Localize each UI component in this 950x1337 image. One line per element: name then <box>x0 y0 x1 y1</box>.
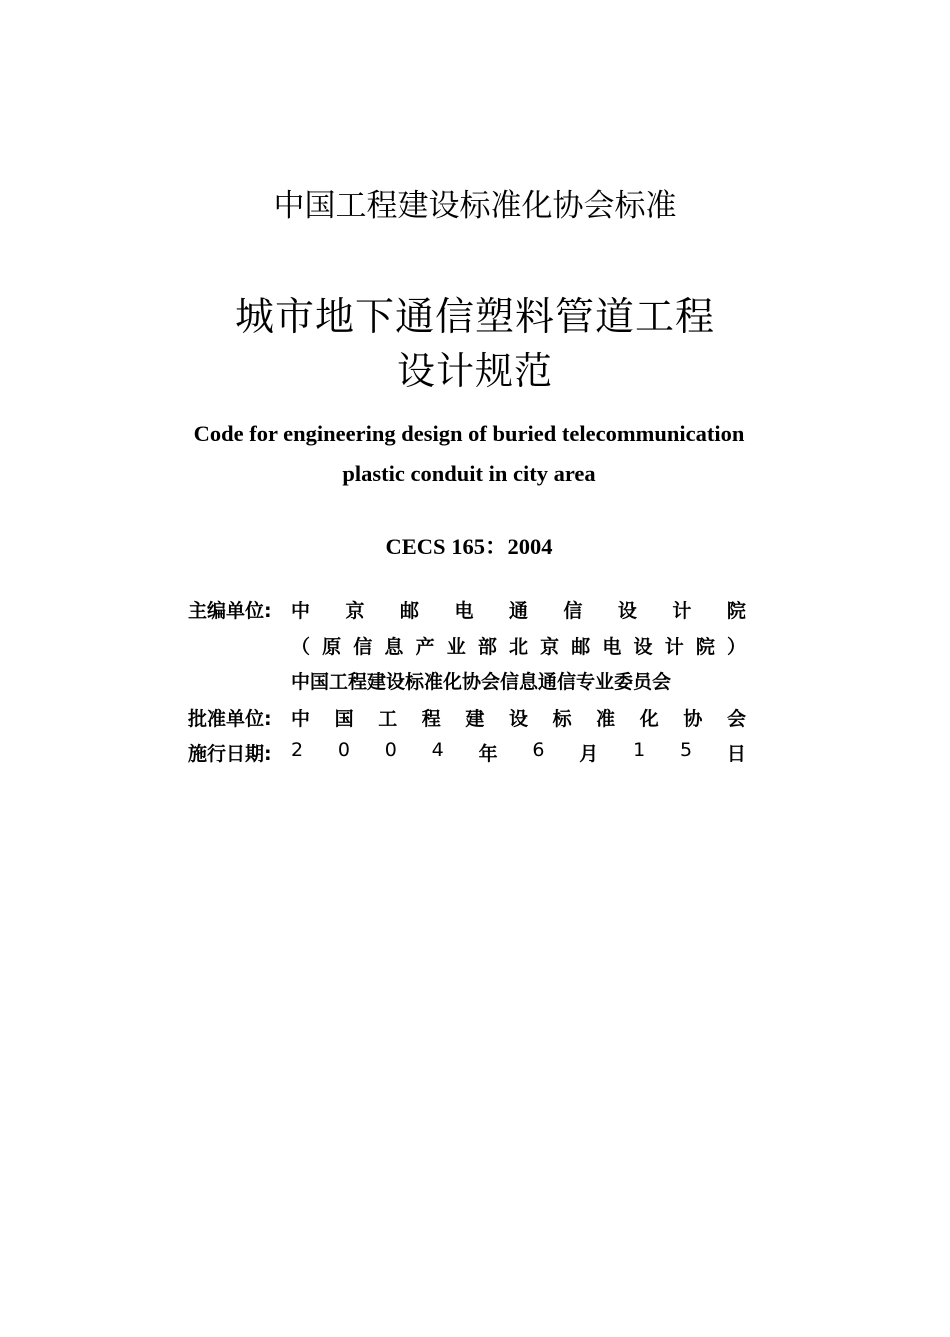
editor-unit-label: 主编单位: <box>188 600 272 622</box>
approval-unit-value-char: 标 <box>552 708 572 730</box>
editor-unit-former-name-char: 院 <box>695 636 715 658</box>
effective-date-value-char: 5 <box>679 739 693 761</box>
editor-unit-former-name-char: 北 <box>508 636 528 658</box>
english-title-line-1: Code for engineering design of buried telecommunication <box>193 421 745 446</box>
editor-unit-former-name-char: 邮 <box>571 636 591 658</box>
chinese-title-line-1: 城市地下通信塑料管道工程 <box>234 295 715 340</box>
editor-unit-value-char: 邮 <box>399 600 419 622</box>
editor-unit-former-name-char: 计 <box>664 636 684 658</box>
effective-date-value-char: 4 <box>431 739 444 761</box>
standard-code-number: CECS 165：2004 <box>385 534 553 559</box>
editor-unit-former-name-char: 部 <box>477 636 497 658</box>
editor-unit-second-value: 中国工程建设标准化协会信息通信专业委员会 <box>291 671 672 693</box>
approval-unit-value-char: 设 <box>508 708 528 730</box>
editor-unit-value-char: 计 <box>672 600 692 622</box>
approval-unit-label: 批准单位: <box>188 708 272 730</box>
editor-unit-former-name-char: ） <box>726 636 746 658</box>
effective-date-value-char: 0 <box>337 739 350 761</box>
editor-unit-former-name-char: （ <box>291 636 311 658</box>
editor-unit-former-name-char: 产 <box>415 636 435 658</box>
approval-unit-value-char: 中 <box>291 708 311 730</box>
approval-unit-value-char: 建 <box>465 708 485 730</box>
editor-unit-former-name-char: 信 <box>353 636 373 658</box>
effective-date-value-char: 6 <box>532 739 545 761</box>
editor-unit-former-name <box>291 632 746 659</box>
editor-unit-former-name-char: 设 <box>633 636 653 658</box>
effective-date-value-char: 2 <box>291 739 304 761</box>
editor-unit-value-char: 设 <box>617 600 637 622</box>
chinese-title-line-2: 设计规范 <box>396 349 553 393</box>
effective-date-value-char: 1 <box>633 739 646 761</box>
approval-unit-value-char: 工 <box>378 708 398 730</box>
approval-unit-value <box>291 704 746 731</box>
approval-unit-value-char: 准 <box>596 708 616 730</box>
approval-unit-value-char: 化 <box>639 708 659 730</box>
effective-date-value-char: 0 <box>384 739 397 761</box>
organization-standard-header: 中国工程建设标准化协会标准 <box>273 188 677 224</box>
effective-date-label: 施行日期: <box>188 743 272 765</box>
english-title-line-2: plastic conduit in city area <box>342 461 596 486</box>
approval-unit-value-char: 协 <box>683 708 703 730</box>
editor-unit-value-char: 京 <box>345 600 365 622</box>
approval-unit-value-char: 会 <box>726 708 746 730</box>
editor-unit-value-char: 院 <box>726 600 746 622</box>
effective-date-value-char: 月 <box>579 743 599 765</box>
approval-unit-value-char: 国 <box>334 708 354 730</box>
editor-unit-value-char: 电 <box>454 600 474 622</box>
editor-unit-value-char: 中 <box>291 600 311 622</box>
editor-unit-value-char: 通 <box>508 600 528 622</box>
editor-unit-former-name-char: 息 <box>384 636 404 658</box>
editor-unit-value-char: 信 <box>563 600 583 622</box>
editor-unit-former-name-char: 原 <box>322 636 342 658</box>
editor-unit-former-name-char: 业 <box>446 636 466 658</box>
effective-date-value <box>291 739 746 766</box>
effective-date-value-char: 日 <box>726 743 746 765</box>
editor-unit-former-name-char: 电 <box>602 636 622 658</box>
editor-unit-former-name-char: 京 <box>540 636 560 658</box>
approval-unit-value-char: 程 <box>421 708 441 730</box>
editor-unit-value <box>291 596 746 623</box>
effective-date-value-char: 年 <box>478 743 498 765</box>
